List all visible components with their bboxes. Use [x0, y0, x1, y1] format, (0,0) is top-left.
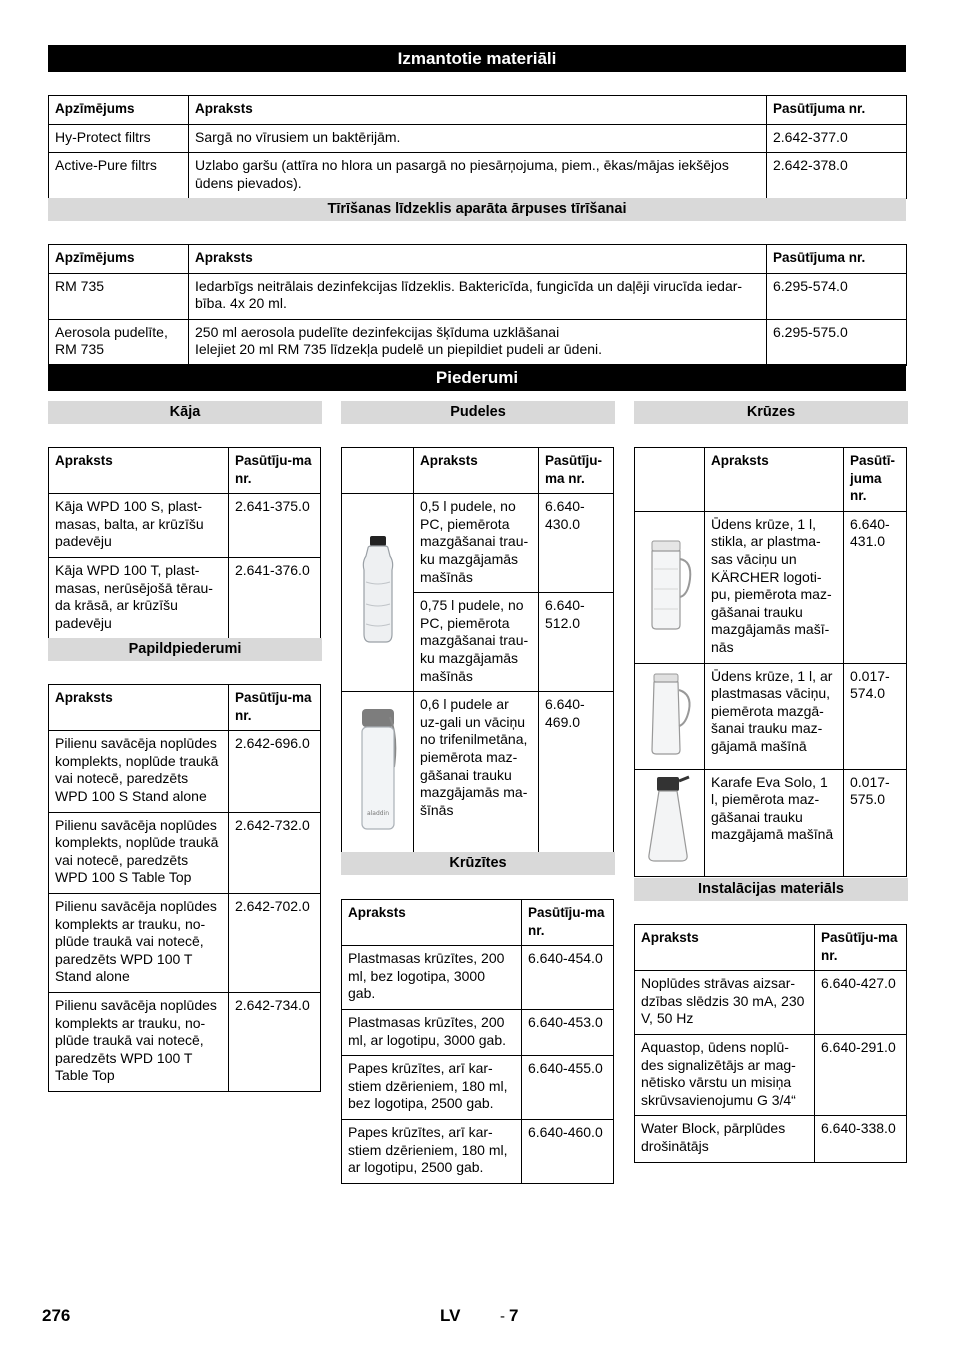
language-code: LV: [440, 1306, 461, 1325]
carafe-icon: [643, 775, 697, 865]
cell-nr: 2.642-732.0: [229, 812, 321, 893]
cell-nr: 6.640-512.0: [539, 593, 614, 692]
cell-desc: 0,75 l pudele, no PC, piemērota mazgāšanai trau-ku mazgājamās mašīnās: [414, 593, 539, 692]
cell-nr: 6.640-430.0: [539, 494, 614, 593]
table-row: [49, 124, 907, 153]
col-header: Pasūtīju-ma nr.: [539, 448, 614, 494]
cell-desc: Ūdens krūze, 1 l, ar plastmasas vāciņu, piemērota mazgā-šanai trauku maz-gājamā mašīnā: [705, 663, 844, 769]
col-header: Pasūtījuma nr.: [767, 96, 907, 125]
cell-nr: 6.295-575.0: [767, 319, 907, 365]
cell-desc: Papes krūzītes, arī kar-stiem dzērieniem, 180 ml, bez logotipa, 2500 gab.: [342, 1056, 522, 1120]
cell-name: RM 735: [49, 273, 189, 319]
cell-desc: Iedarbīgs neitrālais dezinfekcijas līdzeklis. Baktericīda, fungicīda un daļēji virucīda iedar-bība. 4x 20 ml.: [189, 273, 767, 319]
kruzes-table: [634, 447, 907, 877]
cell-nr: 2.642-702.0: [229, 893, 321, 992]
desc-line: 250 ml aerosola pudelīte dezinfekcijas šķīduma uzklāšanai: [195, 323, 560, 340]
cell-desc: Noplūdes strāvas aizsar-dzības slēdzis 30 mA, 230 V, 50 Hz: [635, 971, 815, 1035]
table-row: [342, 946, 614, 1010]
cell-desc: Uzlabo garšu (attīra no hlora un pasargā no piesārņojuma, piem., ēkas/mājas iekšējos ūdens pievados).: [189, 153, 767, 199]
col-header: [342, 448, 414, 494]
cell-desc: Water Block, pārplūdes drošinātājs: [635, 1116, 815, 1162]
col-header: Apraksts: [49, 448, 229, 494]
jug-icon: [644, 539, 696, 631]
cell-desc: Karafe Eva Solo, 1 l, piemērota maz-gāšanai trauku mazgājamā mašīnā: [705, 769, 844, 876]
cell-desc: Sargā no vīrusiem un baktērijām.: [189, 124, 767, 153]
cell-desc: Plastmasas krūzītes, 200 ml, bez logotipa, 3000 gab.: [342, 946, 522, 1010]
table-row: [635, 511, 907, 663]
col-header: Apzīmējums: [49, 245, 189, 274]
cell-desc: Kāja WPD 100 T, plast-masas, nerūsējošā tērau-da krāsā, ar krūzīšu padevēju: [49, 557, 229, 638]
table-row: [342, 1009, 614, 1055]
materials-table: [48, 95, 907, 199]
cell-nr: 2.641-376.0: [229, 557, 321, 638]
table-row: [342, 494, 614, 593]
kaja-table: [48, 447, 321, 639]
col-header: Pasūtīju-ma nr.: [229, 448, 321, 494]
pudeles-title: Pudeles: [341, 401, 615, 424]
footer-separator: -: [500, 1308, 505, 1325]
kaja-title: Kāja: [48, 401, 322, 424]
kruzes-title: Krūzes: [634, 401, 908, 424]
table-row: [635, 971, 907, 1035]
pudeles-table: [341, 447, 614, 853]
cell-nr: 0.017-575.0: [844, 769, 907, 876]
cell-desc: Pilienu savācēja noplūdes komplekts, noplūde traukā vai notecē, paredzēts WPD 100 S Table Top: [49, 812, 229, 893]
table-row: [635, 769, 907, 876]
cell-desc: 0,5 l pudele, no PC, piemērota mazgāšanai trau-ku mazgājamās mašīnās: [414, 494, 539, 593]
col-header: Apraksts: [342, 900, 522, 946]
papild-title: Papildpiederumi: [48, 638, 322, 661]
table-row: [342, 1056, 614, 1120]
cell-nr: 0.017-574.0: [844, 663, 907, 769]
cell-nr: 6.640-427.0: [815, 971, 907, 1035]
bottle-icon: [358, 534, 398, 646]
jug-image-cell: [635, 511, 705, 663]
col-header: Apraksts: [49, 685, 229, 731]
page-number: 276: [42, 1306, 71, 1325]
table-row: [49, 731, 321, 812]
cell-desc: [189, 319, 767, 365]
col-header: Apraksts: [189, 245, 767, 274]
cell-nr: 6.640-454.0: [522, 946, 614, 1010]
cell-desc: Ūdens krūze, 1 l, stikla, ar plastma-sas vāciņu un KÄRCHER logoti-pu, piemērota maz-gāšanai trauku mazgājamās mašī-nās: [705, 511, 844, 663]
col-header: Apraksts: [635, 925, 815, 971]
table-row: [49, 319, 907, 365]
cell-nr: 6.295-574.0: [767, 273, 907, 319]
accessories-title: Piederumi: [48, 364, 906, 391]
cell-nr: 6.640-338.0: [815, 1116, 907, 1162]
table-row: [49, 812, 321, 893]
table-row: [49, 153, 907, 199]
cell-nr: 2.642-696.0: [229, 731, 321, 812]
instal-title: Instalācijas materiāls: [634, 878, 908, 901]
cell-nr: 6.640-453.0: [522, 1009, 614, 1055]
cell-desc: 0,6 l pudele ar uz-gali un vāciņu no trifenilmetāna, piemērota maz-gāšanai trauku mazgājamās ma-šīnās: [414, 692, 539, 853]
papild-table: [48, 684, 321, 1092]
col-header: Apzīmējums: [49, 96, 189, 125]
col-header: Apraksts: [189, 96, 767, 125]
cell-desc: Pilienu savācēja noplūdes komplekts, noplūde traukā vai notecē, paredzēts WPD 100 S Stand alone: [49, 731, 229, 812]
cell-name: Active-Pure filtrs: [49, 153, 189, 199]
col-header: Pasūtīju-ma nr.: [522, 900, 614, 946]
table-row: [635, 1034, 907, 1115]
table-row: [635, 1116, 907, 1162]
col-header: Pasūtīju-ma nr.: [815, 925, 907, 971]
bottle-icon: [356, 707, 400, 833]
cell-name: Hy-Protect filtrs: [49, 124, 189, 153]
table-row: [342, 692, 614, 853]
cell-nr: 2.642-734.0: [229, 992, 321, 1091]
cell-nr: 6.640-291.0: [815, 1034, 907, 1115]
carafe-image-cell: [635, 769, 705, 876]
cell-nr: 2.642-378.0: [767, 153, 907, 199]
cell-desc: Papes krūzītes, arī kar-stiem dzērieniem, 180 ml, ar logotipu, 2500 gab.: [342, 1119, 522, 1183]
cell-desc: Kāja WPD 100 S, plast-masas, balta, ar krūzīšu padevēju: [49, 494, 229, 558]
cell-desc: Pilienu savācēja noplūdes komplekts ar trauku, no-plūde traukā vai notecē, paredzēts WPD 100 T Stand alone: [49, 893, 229, 992]
col-header: Apraksts: [414, 448, 539, 494]
col-header: Apraksts: [705, 448, 844, 512]
col-header: Pasūtī-juma nr.: [844, 448, 907, 512]
instal-table: [634, 924, 907, 1163]
svg-text:aladdin: aladdin: [366, 809, 389, 817]
cell-name: Aerosola pudelīte, RM 735: [49, 319, 189, 365]
table-row: [49, 992, 321, 1091]
bottle-image-cell: [342, 494, 414, 692]
table-row: [49, 273, 907, 319]
cell-desc: Plastmasas krūzītes, 200 ml, ar logotipu, 3000 gab.: [342, 1009, 522, 1055]
col-header: Pasūtījuma nr.: [767, 245, 907, 274]
table-row: [49, 494, 321, 558]
cell-nr: 6.640-431.0: [844, 511, 907, 663]
bottle-image-cell: [342, 692, 414, 853]
col-header: Pasūtīju-ma nr.: [229, 685, 321, 731]
table-row: [49, 557, 321, 638]
jug-image-cell: [635, 663, 705, 769]
table-row: [635, 663, 907, 769]
cell-nr: 6.640-455.0: [522, 1056, 614, 1120]
jug-icon: [644, 672, 696, 756]
cell-nr: 2.641-375.0: [229, 494, 321, 558]
cell-nr: 6.640-460.0: [522, 1119, 614, 1183]
cell-nr: 6.640-469.0: [539, 692, 614, 853]
cell-nr: 2.642-377.0: [767, 124, 907, 153]
section-number: 7: [509, 1306, 519, 1325]
kruzites-title: Krūzītes: [341, 852, 615, 875]
cleaning-table: [48, 244, 907, 366]
desc-line: Ielejiet 20 ml RM 735 līdzekļa pudelē un piepildiet pudeli ar ūdeni.: [195, 341, 603, 358]
table-row: [342, 1119, 614, 1183]
materials-title: Izmantotie materiāli: [48, 45, 906, 72]
col-header: [635, 448, 705, 512]
kruzites-table: [341, 899, 614, 1184]
cell-desc: Aquastop, ūdens noplū-des signalizētājs ar mag-nētisko vārstu un misiņa skrūvsavienojumu G 3/4“: [635, 1034, 815, 1115]
cell-desc: Pilienu savācēja noplūdes komplekts ar trauku, no-plūde traukā vai notecē, paredzēts WPD 100 T Table Top: [49, 992, 229, 1091]
table-row: [49, 893, 321, 992]
cleaning-title: Tīrīšanas līdzeklis aparāta ārpuses tīrīšanai: [48, 198, 906, 221]
